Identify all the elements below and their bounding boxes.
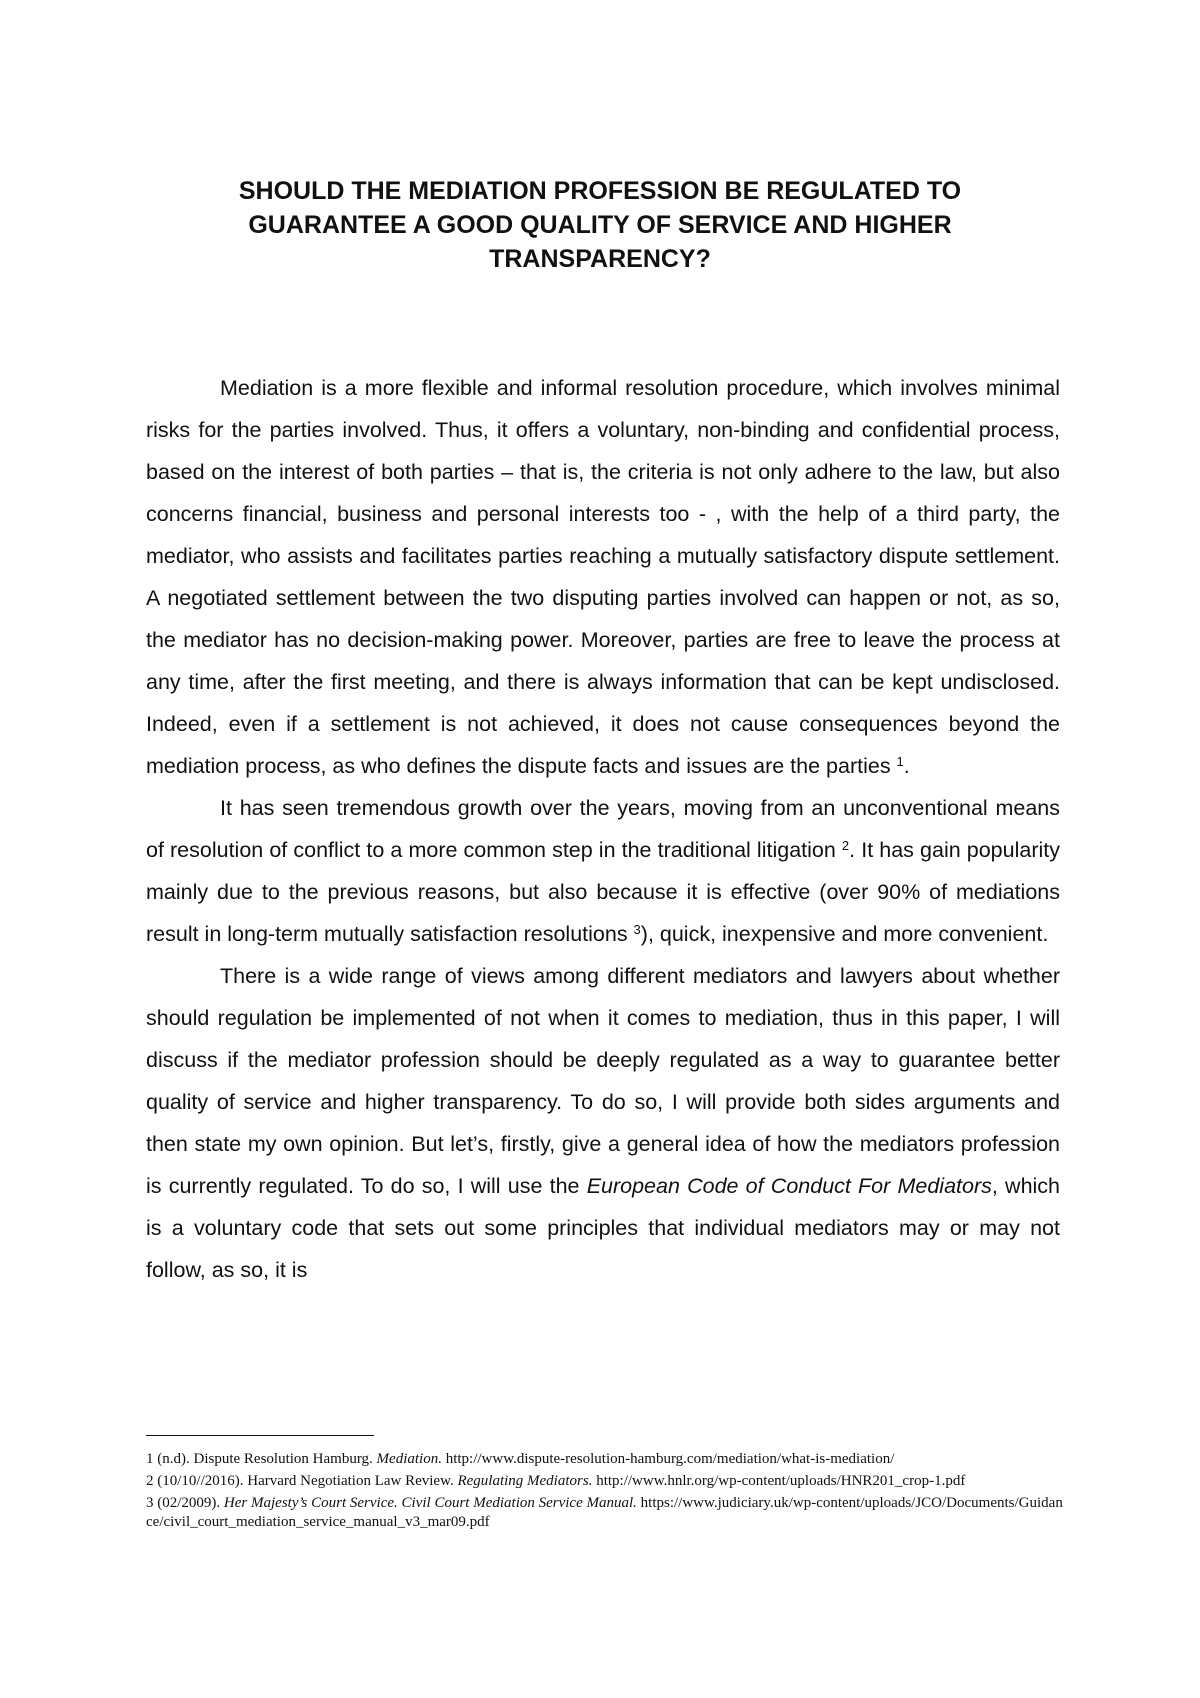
footnote-ref-3[interactable]: 3 [633,922,641,937]
page-title [140,174,1060,276]
code-of-conduct-title: European Code of Conduct For Mediators [586,1174,992,1198]
paragraph-2: It has seen tremendous growth over the years, moving from an unconventional means of resolution of conflict to a more common step in the traditional litigation $^2$. It has gain popularity mainly due to the previous reasons, but also because it is effective (over 90% of mediations result in long-term mutually satisfaction resolutions $^3$), quick, inexpensive and more convenient. [146,796,1060,946]
footnote-2-link[interactable]: http://www.hnlr.org/wp-content/uploads/HNR201_crop-1.pdf [592,1473,966,1489]
footnote-3-link[interactable]: https://www.judiciary.uk/wp-content/uploads/JCO/Documents/Guidance/civil_court_mediation_service_manual_v3_mar09.pdf [146,1495,1063,1530]
body-text [146,367,1060,1291]
paragraph-1: Mediation is a more flexible and informal resolution procedure, which involves minimal risks for the parties involved. Thus, it offers a voluntary, non-binding and confidential process, based on the interest of both parties – that is, the criteria is not only adhere to the law, but also concerns financial, business and personal interests too - , with the help of a third party, the mediator, who assists and facilitates parties reaching a mutually satisfactory dispute settlement. A negotiated settlement between the two disputing parties involved can happen or not, as so, the mediator has no decision-making power. Moreover, parties are free to leave the process at any time, after the first meeting, and there is always information that can be kept undisclosed. Indeed, even if a settlement is not achieved, it does not cause consequences beyond the mediation process, as who defines the dispute facts and issues are the parties $^1$. [146,376,1060,778]
footnote-1: 1 (n.d). Dispute Resolution Hamburg. Mediation. http://www.dispute-resolution-hamburg.com/mediation/what-is-mediation/ [146,1451,895,1467]
footnotes [146,1450,1066,1535]
footnote-ref-1[interactable]: 1 [896,754,904,769]
footnote-1-link[interactable]: http://www.dispute-resolution-hamburg.com/mediation/what-is-mediation/ [441,1451,895,1467]
footnote-separator [146,1435,374,1436]
footnote-3: 3 (02/2009). Her Majesty’s Court Service. Civil Court Mediation Service Manual. https://www.judiciary.uk/wp-content/uploads/JCO/Documents/Guidance/civil_court_mediation_service_manual_v3_mar09.pdf [146,1495,1063,1530]
footnote-2: 2 (10/10//2016). Harvard Negotiation Law Review. Regulating Mediators. http://www.hnlr.org/wp-content/uploads/HNR201_crop-1.pdf [146,1473,966,1489]
paragraph-3: There is a wide range of views among different mediators and lawyers about whether should regulation be implemented of not when it comes to mediation, thus in this paper, I will discuss if the mediator profession should be deeply regulated as a way to guarantee better quality of service and higher transparency. To do so, I will provide both sides arguments and then state my own opinion. But let’s, firstly, give a general idea of how the mediators profession is currently regulated. To do so, I will use the European Code of Conduct For Mediators, which is a voluntary code that sets out some principles that individual mediators may or may not follow, as so, it is [146,964,1061,1282]
title-line-3: TRANSPARENCY? [489,245,711,273]
title-line-2: GUARANTEE A GOOD QUALITY OF SERVICE AND HIGHER [248,211,952,239]
footnote-ref-2[interactable]: 2 [841,838,850,853]
title-line-1: SHOULD THE MEDIATION PROFESSION BE REGULATED TO [238,177,962,205]
